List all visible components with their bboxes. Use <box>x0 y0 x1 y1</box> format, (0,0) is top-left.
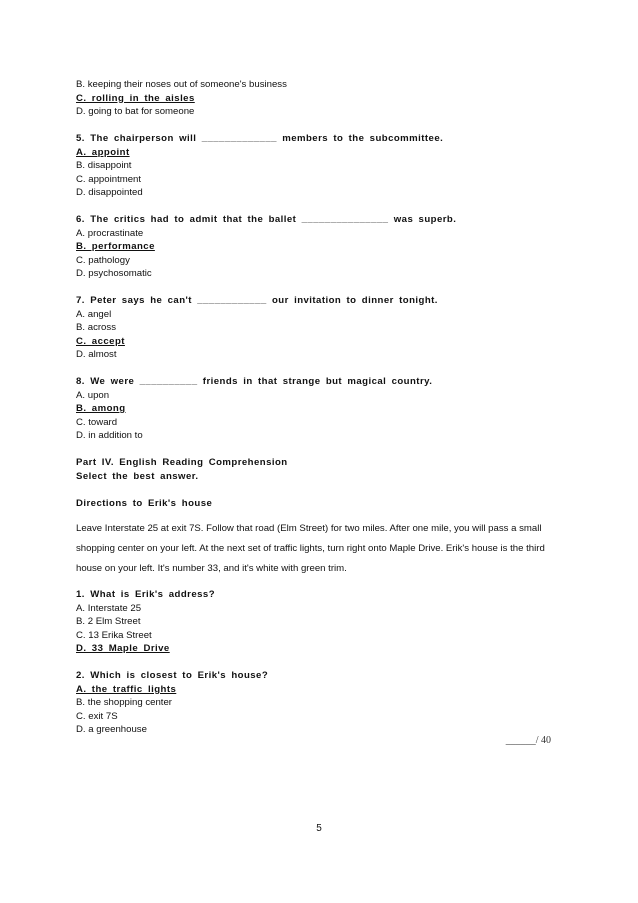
option-5b: B. disappoint <box>76 160 132 171</box>
option-7a: A. angel <box>76 308 112 320</box>
option-r1a: A. Interstate 25 <box>76 602 142 614</box>
score-blank: ______/ 40 <box>505 735 551 746</box>
spacer <box>76 443 566 457</box>
option-r2a-correct: A. the traffic lights <box>76 683 177 695</box>
option-5c: C. appointment <box>76 173 142 185</box>
option-6b-correct: B. performance <box>76 241 155 252</box>
option-7d: D. almost <box>76 349 117 360</box>
question-7-text: 7. Peter says he can't ____________ our invitation to dinner tonight. <box>76 295 438 306</box>
question-5-text: 5. The chairperson will _____________ members to the subcommittee. <box>76 133 444 144</box>
option-prev-b: B. keeping their noses out of someone's business <box>76 79 287 90</box>
reading-passage: Leave Interstate 25 at exit 7S. Follow that road (Elm Street) for two miles. After one mile, you will pass a small shopping center on your left. At the next set of traffic lights, turn right onto Maple Drive. Erik's house is the third house on your left. It's number 33, and it's white with green trim. <box>76 523 545 574</box>
reading-question-2 <box>76 669 566 737</box>
option-6c: C. pathology <box>76 254 130 266</box>
question-6 <box>76 213 566 281</box>
option-8d: D. in addition to <box>76 430 143 441</box>
part4-instruction: Select the best answer. <box>76 470 199 482</box>
option-r2b: B. the shopping center <box>76 697 173 708</box>
option-6d: D. psychosomatic <box>76 268 152 279</box>
page-number: 5 <box>316 823 322 834</box>
option-8b-correct: B. among <box>76 403 126 414</box>
option-r1c: C. 13 Erika Street <box>76 629 152 641</box>
option-r2c: C. exit 7S <box>76 710 118 722</box>
spacer <box>76 656 566 670</box>
spacer <box>76 362 566 376</box>
option-5a-correct: A. appoint <box>76 146 130 158</box>
part4-heading: Part IV. English Reading Comprehension <box>76 457 288 468</box>
option-8c: C. toward <box>76 416 118 428</box>
option-r1b: B. 2 Elm Street <box>76 616 141 627</box>
spacer <box>76 483 566 497</box>
passage-title: Directions to Erik's house <box>76 497 213 509</box>
question-5 <box>76 132 566 200</box>
option-prev-d: D. going to bat for someone <box>76 106 195 117</box>
question-8 <box>76 375 566 443</box>
spacer <box>76 281 566 295</box>
reading-question-1-text: 1. What is Erik's address? <box>76 589 216 600</box>
spacer <box>76 200 566 214</box>
option-r1d-correct: D. 33 Maple Drive <box>76 643 170 654</box>
part4-header <box>76 456 566 483</box>
previous-question-options <box>76 78 566 119</box>
worksheet-page <box>76 78 566 737</box>
option-7b: B. across <box>76 322 116 333</box>
option-prev-c-correct: C. rolling in the aisles <box>76 92 195 104</box>
question-7 <box>76 294 566 362</box>
spacer <box>76 510 566 519</box>
option-r2d: D. a greenhouse <box>76 724 147 735</box>
question-8-text: 8. We were __________ friends in that strange but magical country. <box>76 376 433 387</box>
option-7c-correct: C. accept <box>76 335 125 347</box>
spacer <box>76 119 566 133</box>
question-6-text: 6. The critics had to admit that the ballet _______________ was superb. <box>76 214 457 225</box>
spacer <box>76 579 566 588</box>
option-6a: A. procrastinate <box>76 227 144 239</box>
reading-question-1 <box>76 588 566 656</box>
reading-question-2-text: 2. Which is closest to Erik's house? <box>76 670 269 681</box>
option-8a: A. upon <box>76 389 110 401</box>
option-5d: D. disappointed <box>76 187 143 198</box>
